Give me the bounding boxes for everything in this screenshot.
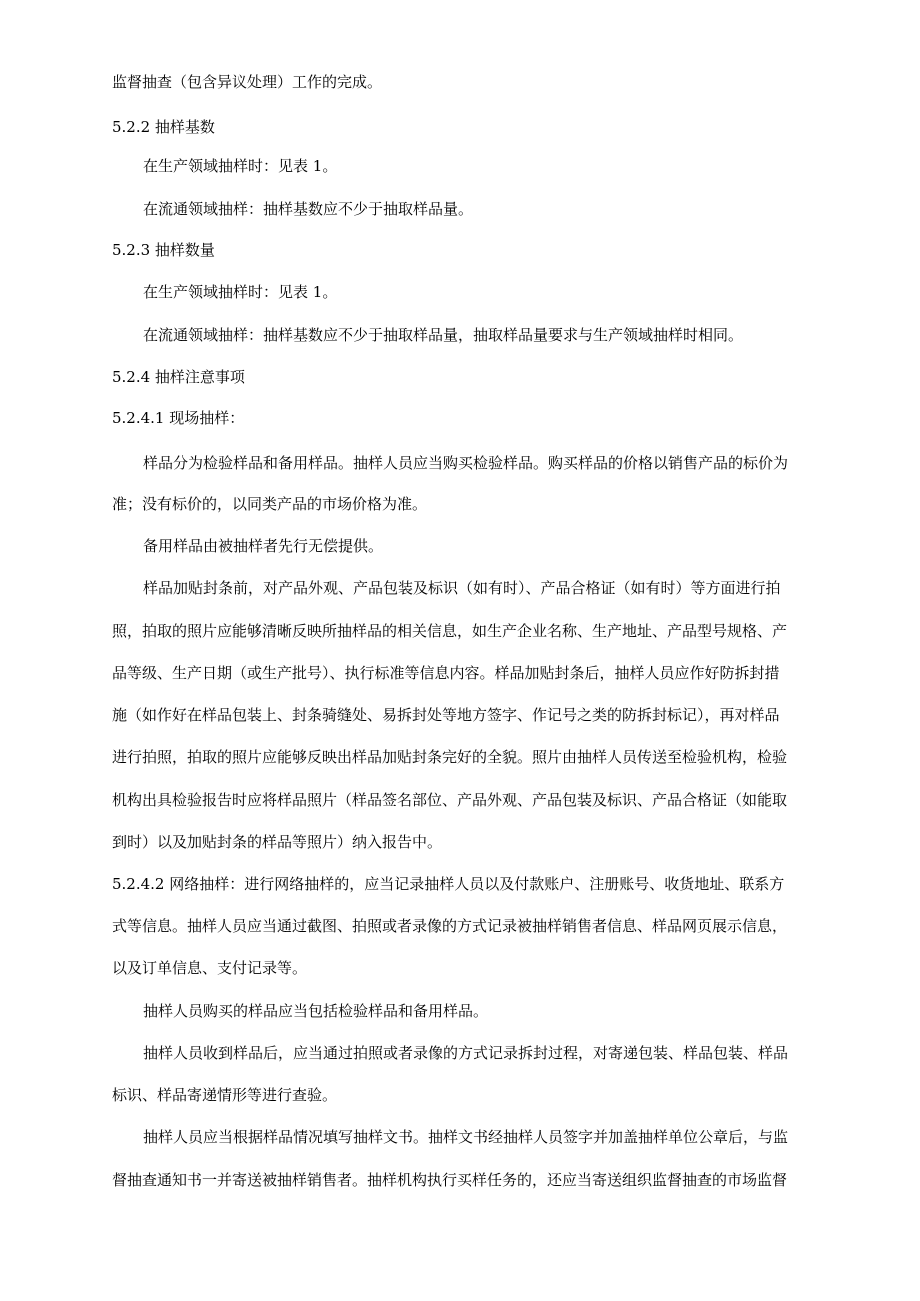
text-line: 监督抽查（包含异议处理）工作的完成。 <box>112 73 383 91</box>
text-line: 机构出具检验报告时应将样品照片（样品签名部位、产品外观、产品包装及标识、产品合格证（如能取 <box>112 791 788 809</box>
text-line: 样品加贴封条前，对产品外观、产品包装及标识（如有时）、产品合格证（如有时）等方面进行拍 <box>143 579 781 597</box>
text-line: 抽样人员购买的样品应当包括检验样品和备用样品。 <box>143 1002 489 1020</box>
section-heading-5-2-4-1: 5.2.4.1 现场抽样： <box>112 409 245 427</box>
text-line: 准；没有标价的，以同类产品的市场价格为准。 <box>112 495 428 513</box>
text-line: 照，拍取的照片应能够清晰反映所抽样品的相关信息，如生产企业名称、生产地址、产品型号规格、产 <box>112 622 788 640</box>
text-line: 在流通领域抽样：抽样基数应不少于抽取样品量。 <box>143 200 474 218</box>
text-line: 品等级、生产日期（或生产批号）、执行标准等信息内容。样品加贴封条后，抽样人员应作好防拆封措 <box>112 664 780 682</box>
section-heading-5-2-2: 5.2.2 抽样基数 <box>112 118 215 136</box>
text-line: 到时）以及加贴封条的样品等照片）纳入报告中。 <box>112 833 443 851</box>
text-line: 进行拍照，拍取的照片应能够反映出样品加贴封条完好的全貌。照片由抽样人员传送至检验机构，检验 <box>112 748 788 766</box>
text-line: 在流通领域抽样：抽样基数应不少于抽取样品量，抽取样品量要求与生产领域抽样时相同。 <box>143 326 744 344</box>
section-heading-5-2-4-2: 5.2.4.2 网络抽样：进行网络抽样的，应当记录抽样人员以及付款账户、注册账号、收货地址、联系方 <box>112 875 785 893</box>
text-line: 样品分为检验样品和备用样品。抽样人员应当购买检验样品。购买样品的价格以销售产品的标价为 <box>143 454 789 472</box>
text-line: 标识、样品寄递情形等进行查验。 <box>112 1086 338 1104</box>
section-heading-5-2-3: 5.2.3 抽样数量 <box>112 241 215 259</box>
section-heading-5-2-4: 5.2.4 抽样注意事项 <box>112 368 245 386</box>
text-line: 督抽查通知书一并寄送被抽样销售者。抽样机构执行买样任务的，还应当寄送组织监督抽查的市场监督 <box>112 1171 788 1189</box>
text-line: 在生产领域抽样时：见表 1。 <box>143 283 338 301</box>
text-line: 以及订单信息、支付记录等。 <box>112 959 308 977</box>
text-line: 备用样品由被抽样者先行无偿提供。 <box>143 537 384 555</box>
text-line: 抽样人员收到样品后，应当通过拍照或者录像的方式记录拆封过程，对寄递包装、样品包装、样品 <box>143 1044 789 1062</box>
text-line: 式等信息。抽样人员应当通过截图、拍照或者录像的方式记录被抽样销售者信息、样品网页展示信息， <box>112 917 788 935</box>
text-line: 施（如作好在样品包装上、封条骑缝处、易拆封处等地方签字、作记号之类的防拆封标记），再对样品 <box>112 706 780 724</box>
text-line: 在生产领域抽样时：见表 1。 <box>143 157 338 175</box>
text-line: 抽样人员应当根据样品情况填写抽样文书。抽样文书经抽样人员签字并加盖抽样单位公章后，与监 <box>143 1128 789 1146</box>
